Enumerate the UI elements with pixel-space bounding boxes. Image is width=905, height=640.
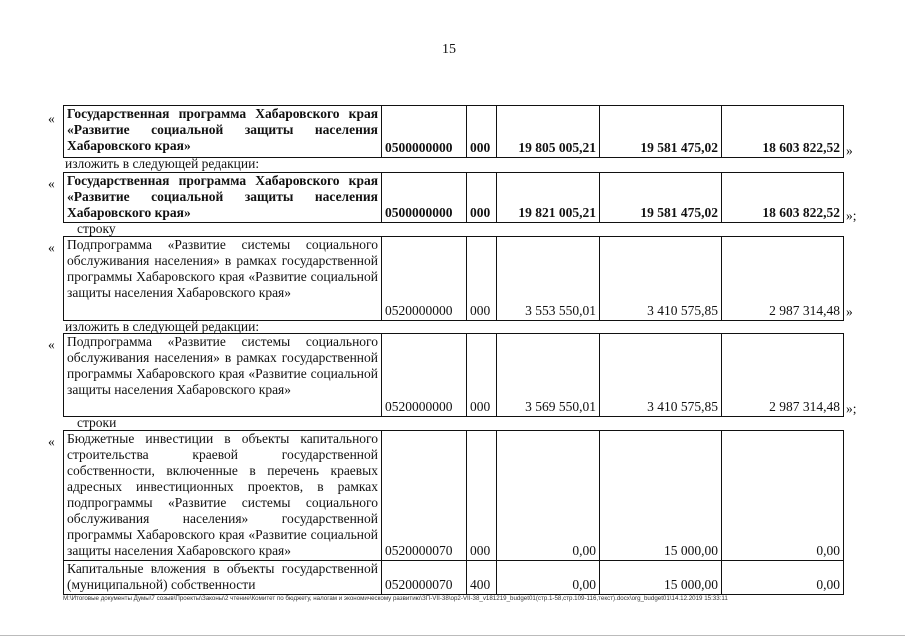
target-article-code: 0520000000 [382, 237, 467, 321]
expense-type-code: 000 [467, 106, 497, 158]
subprogram-table-old [63, 236, 844, 321]
instruction-text: строку [77, 221, 116, 236]
amount-2021: 3 410 575,85 [600, 237, 722, 321]
amount-2022: 18 603 822,52 [722, 106, 844, 158]
expense-type-code: 000 [467, 431, 497, 561]
instruction-text: изложить в следующей редакции: [65, 319, 260, 334]
closing-quote: »; [846, 401, 857, 416]
amount-2021: 3 410 575,85 [600, 334, 722, 417]
subprogram-table-new [63, 333, 844, 417]
capital-investments-name: Капитальные вложения в объекты государственной (муниципальной) собственности [64, 561, 382, 595]
amount-2020: 19 805 005,21 [497, 106, 600, 158]
expense-type-code: 000 [467, 334, 497, 417]
target-article-code: 0520000070 [382, 561, 467, 595]
closing-quote: » [846, 143, 853, 158]
investment-table [63, 430, 844, 595]
amount-2020: 0,00 [497, 561, 600, 595]
page-number: 15 [442, 42, 456, 57]
page-edge-rule [0, 635, 905, 636]
investment-name: Бюджетные инвестиции в объекты капитального строительства краевой государственной собственности, включенные в перечень краевых адресных инвестиционных проектов, в рамках подпрограммы «Развитие системы социального обслуживания населения» государственной программы Хабаровского края «Развитие социальной защиты населения Хабаровского края» [64, 431, 382, 561]
program-name: Государственная программа Хабаровского края «Развитие социальной защиты населения Хабаровского края» [64, 173, 382, 223]
amount-2022: 18 603 822,52 [722, 173, 844, 223]
opening-quote: « [48, 434, 55, 449]
opening-quote: « [48, 111, 55, 126]
amount-2020: 0,00 [497, 431, 600, 561]
amount-2021: 15 000,00 [600, 561, 722, 595]
program-table-old [63, 105, 844, 158]
amount-2020: 19 821 005,21 [497, 173, 600, 223]
amount-2022: 2 987 314,48 [722, 334, 844, 417]
instruction-text: строки [77, 415, 117, 430]
opening-quote: « [48, 337, 55, 352]
target-article-code: 0520000070 [382, 431, 467, 561]
target-article-code: 0520000000 [382, 334, 467, 417]
amount-2021: 19 581 475,02 [600, 106, 722, 158]
program-table-new [63, 172, 844, 223]
subprogram-name: Подпрограмма «Развитие системы социального обслуживания населения» в рамках государственной программы Хабаровского края «Развитие социальной защиты населения Хабаровского края» [64, 237, 382, 321]
instruction-text: изложить в следующей редакции: [65, 156, 260, 171]
amount-2021: 15 000,00 [600, 431, 722, 561]
target-article-code: 0500000000 [382, 173, 467, 223]
amount-2022: 0,00 [722, 431, 844, 561]
expense-type-code: 000 [467, 237, 497, 321]
opening-quote: « [48, 240, 55, 255]
amount-2020: 3 553 550,01 [497, 237, 600, 321]
expense-type-code: 400 [467, 561, 497, 595]
table-row [64, 561, 844, 595]
table-row [64, 431, 844, 561]
amount-2020: 3 569 550,01 [497, 334, 600, 417]
program-name: Государственная программа Хабаровского края «Развитие социальной защиты населения Хабаровского края» [64, 106, 382, 158]
opening-quote: « [48, 176, 55, 191]
target-article-code: 0500000000 [382, 106, 467, 158]
amount-2022: 2 987 314,48 [722, 237, 844, 321]
amount-2022: 0,00 [722, 561, 844, 595]
subprogram-name: Подпрограмма «Развитие системы социального обслуживания населения» в рамках государственной программы Хабаровского края «Развитие социальной защиты населения Хабаровского края» [64, 334, 382, 417]
amount-2021: 19 581 475,02 [600, 173, 722, 223]
file-path-footer: M:\Итоговые документы Думы\7 созыв\Проекты\Законы\2 чтение\Комитет по бюджету, налогам и экономическому развитию\ЗП-VII-38\ор2-VII-38_v181219_budget01(стр.1-58,стр.109-116,текст).docx\org_budget01\14.12.2019 15:33:11 [63, 595, 728, 602]
closing-quote: » [846, 304, 853, 319]
expense-type-code: 000 [467, 173, 497, 223]
closing-quote: »; [846, 208, 857, 223]
